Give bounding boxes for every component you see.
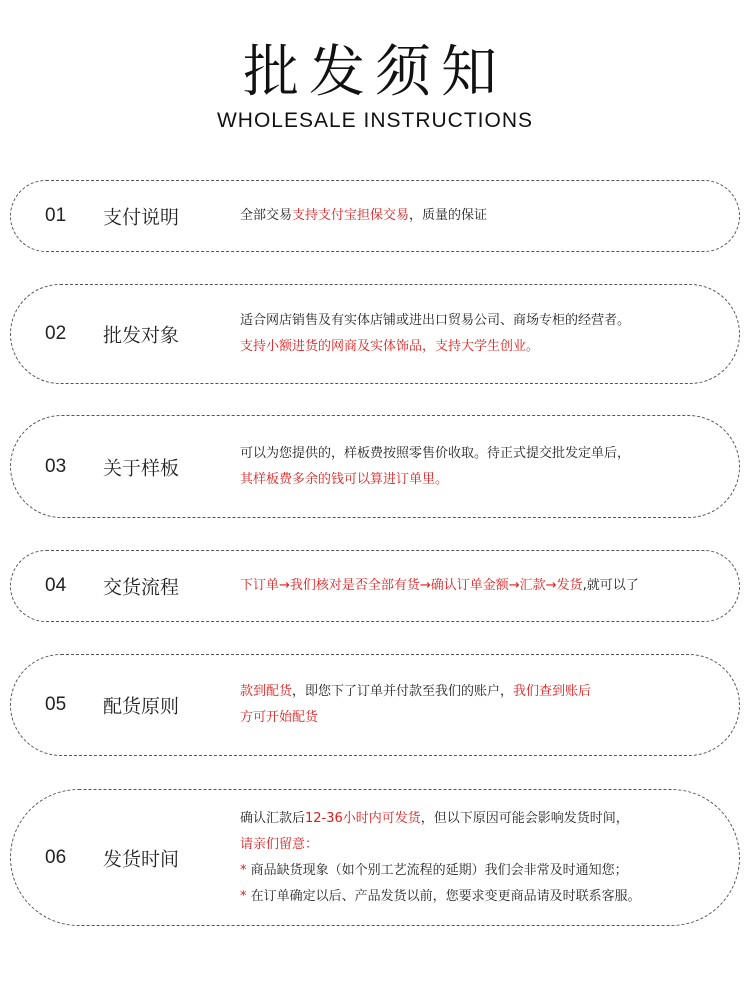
description-line — [240, 832, 720, 858]
highlight-text: 请亲们留意： — [240, 836, 319, 852]
page-subtitle: WHOLESALE INSTRUCTIONS — [216, 109, 534, 132]
highlight-text: * — [240, 862, 251, 878]
card-number: 06 — [45, 846, 67, 868]
highlight-text: 支持支付宝担保交易 — [292, 208, 410, 223]
instruction-card — [10, 550, 740, 622]
body-text: ,就可以了 — [582, 578, 639, 593]
card-heading: 批发对象 — [103, 324, 180, 347]
card-heading: 交货流程 — [103, 576, 180, 599]
body-text: 商品缺货现象（如个别工艺流程的延期）我们会非常及时通知您； — [250, 862, 628, 878]
instruction-card — [10, 415, 740, 518]
highlight-text: 支持小额进货的网商及实体饰品，支持大学生创业。 — [240, 339, 540, 354]
card-heading: 配货原则 — [103, 695, 180, 718]
body-text: 适合网店销售及有实体店铺或进出口贸易公司、商场专柜的经营者。 — [240, 313, 631, 328]
description-line — [240, 467, 720, 493]
description-line — [240, 573, 720, 599]
highlight-text: 其样板费多余的钱可以算进订单里。 — [240, 471, 449, 487]
body-text: 可以为您提供的，样板费按照零售价收取。待正式提交批发定单后， — [240, 445, 631, 461]
highlight-text: 12-36小时内可发货 — [305, 810, 421, 826]
card-number: 05 — [45, 694, 67, 715]
body-text: 全部交易 — [240, 208, 293, 223]
card-number: 02 — [45, 323, 67, 344]
card-description — [240, 679, 720, 731]
card-heading: 关于样板 — [103, 457, 180, 479]
instruction-card — [10, 789, 740, 926]
description-line — [240, 679, 720, 705]
card-description — [240, 441, 720, 493]
description-line — [240, 806, 720, 832]
instruction-card — [10, 180, 740, 252]
instruction-card — [10, 284, 740, 384]
highlight-text: 下订单→我们核对是否全部有货→确认订单金额→汇款→发货 — [240, 578, 583, 593]
instruction-card — [10, 654, 740, 756]
highlight-text: 方可开始配货 — [240, 710, 319, 725]
card-description — [240, 308, 720, 360]
description-line — [240, 308, 720, 334]
card-heading: 发货时间 — [103, 848, 180, 870]
highlight-text: * — [240, 888, 251, 904]
card-description — [240, 203, 720, 229]
body-text: 在订单确定以后、产品发货以前，您要求变更商品请及时联系客服。 — [250, 888, 641, 904]
highlight-text: 款到配货 — [240, 684, 293, 699]
description-line — [240, 203, 720, 229]
description-line — [240, 858, 720, 884]
description-line — [240, 884, 720, 910]
body-text: 确认汇款后 — [240, 810, 306, 826]
description-line — [240, 334, 720, 360]
page-title: 批发须知 — [243, 40, 507, 105]
body-text: ，质量的保证 — [409, 208, 488, 223]
card-heading: 支付说明 — [103, 206, 180, 229]
body-text: ，但以下原因可能会影响发货时间， — [420, 810, 629, 826]
description-line — [240, 705, 720, 731]
highlight-text: 我们查到账后 — [513, 684, 592, 699]
description-line — [240, 441, 720, 467]
card-number: 03 — [45, 455, 67, 477]
body-text: ，即您下了订单并付款至我们的账户， — [292, 684, 514, 699]
card-description — [240, 806, 720, 910]
card-description — [240, 573, 720, 599]
card-number: 04 — [45, 575, 67, 596]
card-number: 01 — [45, 205, 67, 226]
